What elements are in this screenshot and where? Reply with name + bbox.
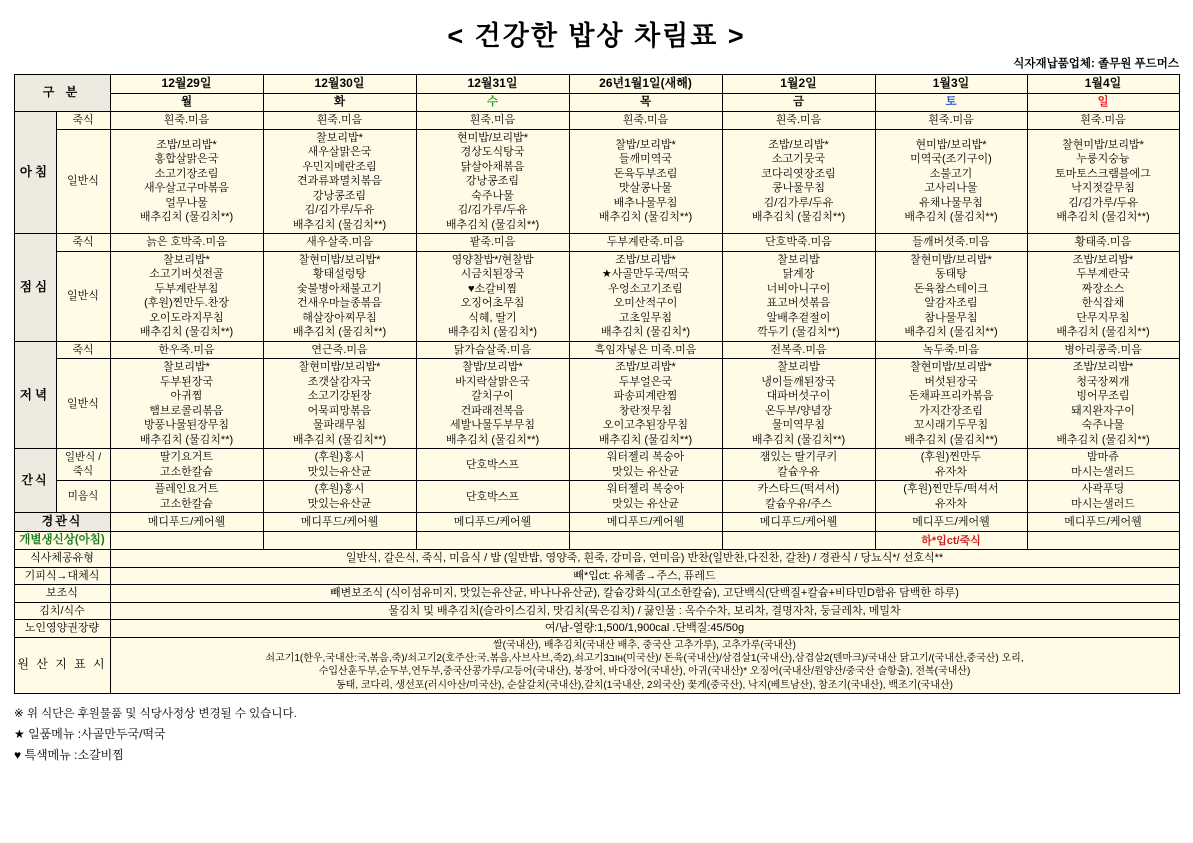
dinner-dishes-6 xyxy=(1027,359,1179,449)
date-4: 1월2일 xyxy=(722,75,875,94)
sub-label-regular-dinner: 일반식 xyxy=(56,359,110,449)
menu-item: 플레인요거트 xyxy=(154,483,219,496)
table-row-breakfast-porridge xyxy=(14,112,1179,130)
menu-item: 파송피계란찜 xyxy=(613,390,678,403)
note-label-0: 식사체공유형 xyxy=(14,550,110,568)
menu-item: 들깨미역국 xyxy=(618,153,673,166)
menu-item: 맛살콩나물 xyxy=(618,182,673,195)
lunch-porridge-6: 황태죽.미음 xyxy=(1027,234,1179,252)
breakfast-porridge-0: 흰죽.미음 xyxy=(110,112,263,130)
lunch-dishes-1 xyxy=(263,251,416,341)
dinner-porridge-4: 전복죽.미음 xyxy=(722,341,875,359)
date-0: 12월29일 xyxy=(110,75,263,94)
menu-item: 알배추겉절이 xyxy=(766,311,831,324)
supplier-label: 식자재납품업체: 졸무원 푸드머스 xyxy=(1013,58,1179,70)
menu-item: 배추김치 (물김치**) xyxy=(904,211,998,224)
menu-item: 시금치된장국 xyxy=(460,268,525,281)
dinner-dishes-3 xyxy=(569,359,722,449)
page-title: < 건강한 밥상 차림표 > xyxy=(447,21,746,51)
snack-liquid-5 xyxy=(875,481,1027,513)
menu-item: 숯불병아채불고기 xyxy=(296,282,382,295)
breakfast-dishes-3 xyxy=(569,129,722,234)
tube-5: 메디푸드/케어웰 xyxy=(875,513,1027,532)
origin-text xyxy=(110,637,1179,693)
snack-regular-6 xyxy=(1027,449,1179,481)
menu-item: (후원)찐만두 xyxy=(920,451,982,464)
table-row-tube-feed xyxy=(14,513,1179,532)
lunch-porridge-1: 새우살죽.미음 xyxy=(263,234,416,252)
snack-regular-3 xyxy=(569,449,722,481)
dinner-dishes-0 xyxy=(110,359,263,449)
menu-item: 배추김치 (물김치**) xyxy=(139,433,234,446)
dinner-dishes-1 xyxy=(263,359,416,449)
menu-item: 청국장찌개 xyxy=(1076,375,1130,388)
menu-item: 소고기장조림 xyxy=(154,167,219,180)
footer-note-2: ♥ 특색메뉴 :소갈비찜 xyxy=(14,747,124,762)
menu-item: 김/김가루/두유 xyxy=(763,196,834,209)
lunch-dishes-4 xyxy=(722,251,875,341)
menu-item: ★사골만두국/떡국 xyxy=(601,268,690,281)
menu-item: 단호박스프 xyxy=(465,490,520,503)
date-5: 1월3일 xyxy=(875,75,1027,94)
dinner-dishes-2 xyxy=(416,359,569,449)
menu-item: (후원)홍시 xyxy=(314,483,365,496)
menu-item: 칼슘우유 xyxy=(777,465,820,478)
date-3: 26년1월1일(새해) xyxy=(569,75,722,94)
menu-item: 버섯된장국 xyxy=(924,375,978,388)
dinner-porridge-6: 병아리콩죽.미음 xyxy=(1027,341,1179,359)
menu-item: 홍합살맑은국 xyxy=(154,153,219,166)
menu-item: 해살장아찌무침 xyxy=(302,311,377,324)
breakfast-dishes-1 xyxy=(263,129,416,234)
lunch-porridge-4: 단호박죽.미음 xyxy=(722,234,875,252)
menu-item: 돈육두부조림 xyxy=(613,167,678,180)
dinner-porridge-1: 연근죽.미음 xyxy=(263,341,416,359)
menu-item: 한식잡채 xyxy=(1081,297,1125,310)
menu-item: 워터젤리 복숭아 xyxy=(606,483,685,496)
snack-liquid-2 xyxy=(416,481,569,513)
menu-item: 배추김치 (물김치**) xyxy=(139,326,234,339)
dinner-porridge-5: 녹두죽.미음 xyxy=(875,341,1027,359)
menu-item: (후원)홍시 xyxy=(314,451,365,464)
breakfast-dishes-5 xyxy=(875,129,1027,234)
menu-item: 새우살고구마볶음 xyxy=(143,182,229,195)
menu-item: 현미밥/보리밥* xyxy=(456,131,529,144)
dinner-porridge-3: 흑임자넣은 미죽.미음 xyxy=(569,341,722,359)
sub-label-regular-breakfast: 일반식 xyxy=(56,129,110,234)
snack-liquid-4 xyxy=(722,481,875,513)
menu-page xyxy=(0,14,1193,843)
menu-item: 돈육참스테이크 xyxy=(913,282,989,295)
menu-item: 돈채파프리카볶음 xyxy=(908,390,994,403)
menu-item: 조밥/보리밥* xyxy=(615,253,676,266)
tube-3: 메디푸드/케어웰 xyxy=(569,513,722,532)
menu-item: 콩나물무침 xyxy=(771,182,826,195)
table-row-note-3 xyxy=(14,602,1179,620)
menu-item: 찰현미밥/보리밥* xyxy=(910,361,992,374)
lunch-dishes-2 xyxy=(416,251,569,341)
table-row-birthday xyxy=(14,532,1179,550)
menu-item: 배추김치 (물김치*) xyxy=(600,326,691,339)
menu-item: 배추김치 (물김치**) xyxy=(751,433,846,446)
menu-item: 조갯살감자국 xyxy=(307,375,372,388)
breakfast-dishes-4 xyxy=(722,129,875,234)
menu-item: 배추김치 (물김치**) xyxy=(292,218,387,231)
day-2: 수 xyxy=(416,93,569,111)
breakfast-porridge-2: 흰죽.미음 xyxy=(416,112,569,130)
dinner-dishes-4 xyxy=(722,359,875,449)
menu-item: 가지간장조림 xyxy=(919,404,983,417)
sub-label-porridge-lunch: 죽식 xyxy=(56,234,110,252)
snack-liquid-6 xyxy=(1027,481,1179,513)
menu-item: 배추김치 (물김치**) xyxy=(139,211,234,224)
menu-item: 오징어초무침 xyxy=(460,297,525,310)
menu-item: 짜장소스 xyxy=(1081,282,1125,295)
menu-item: 칼슘우유/주스 xyxy=(765,497,832,510)
lunch-dishes-6 xyxy=(1027,251,1179,341)
menu-item: 두부계란부침 xyxy=(154,282,219,295)
note-label-3: 김치/식수 xyxy=(14,602,110,620)
menu-item: 김/김가루/두유 xyxy=(304,204,375,217)
birthday-0 xyxy=(110,532,263,550)
snack-label: 간식 xyxy=(14,449,56,513)
menu-item: 닭계장 xyxy=(782,268,815,281)
menu-item: 쇠고기1(한우,국내산:국,볶음,죽)/쇠고기2(호주산:국,볶음,사브사브,죽2),쇠고기3ובн(미국산)/ 돈육(국내산)/삼겹살1(국내산),삼겹살2(덴마크)/국내산 닭고기/(국내산,중국산) 오리, xyxy=(265,653,1024,665)
menu-item: 빙어무조림 xyxy=(1076,390,1130,403)
menu-item: 너비아니구이 xyxy=(766,282,831,295)
dinner-porridge-0: 한우죽.미음 xyxy=(110,341,263,359)
menu-item: 찰보리밥 xyxy=(777,253,820,266)
tube-0: 메디푸드/케어웰 xyxy=(110,513,263,532)
lunch-porridge-3: 두부계란죽.미음 xyxy=(569,234,722,252)
menu-item: 찰현미밥/보리밥* xyxy=(298,361,381,374)
menu-item: 맛있는유산균 xyxy=(307,465,372,478)
header-label: 구 분 xyxy=(14,75,110,112)
menu-item: 조밥/보리밥* xyxy=(1072,253,1134,266)
snack-regular-1 xyxy=(263,449,416,481)
table-row-lunch-regular xyxy=(14,251,1179,341)
menu-item: 창란젓무침 xyxy=(618,404,673,417)
menu-item: 대파버섯구이 xyxy=(766,390,831,403)
day-1: 화 xyxy=(263,93,416,111)
snack-liquid-1 xyxy=(263,481,416,513)
menu-item: 찰보리밥* xyxy=(163,253,210,266)
menu-item: 방풍나물된장무침 xyxy=(143,419,229,432)
menu-item: 찰현미밥/보리밥* xyxy=(298,253,381,266)
note-label-1: 기피식→대체식 xyxy=(14,567,110,585)
menu-item: 고소한칼슘 xyxy=(159,497,214,510)
menu-item: 배추김치 (물김치**) xyxy=(904,326,998,339)
lunch-dishes-3 xyxy=(569,251,722,341)
menu-item: 경상도식탕국 xyxy=(460,146,525,159)
lunch-porridge-5: 들깨버섯죽.미음 xyxy=(875,234,1027,252)
menu-item: 배추김치 (물김치*) xyxy=(447,326,538,339)
menu-item: 마시는샐러드 xyxy=(1071,465,1135,478)
menu-item: 배추김치 (물김치**) xyxy=(1056,326,1150,339)
menu-item: 견과류꽈멸치볶음 xyxy=(296,175,382,188)
day-6: 일 xyxy=(1027,93,1179,111)
sub-label-porridge-dinner: 죽식 xyxy=(56,341,110,359)
menu-item: 숙주나물 xyxy=(471,189,514,202)
note-text-0: 일반식, 갈은식, 죽식, 미음식 / 밥 (일반밥, 영양죽, 흰죽, 강미음, 연미음) 반찬(일반찬,다진찬, 갈찬) / 경관식 / 당뇨식*/ 선호식** xyxy=(110,550,1179,568)
menu-item: 동태, 코다리, 생선포(러시아산/미국산), 순살갈치(국내산),갈치(1국내산, 2외국산) 꽃게(중국산), 낙지(베트남산), 참조기(국내산), 백조기(국내산) xyxy=(336,679,953,691)
menu-item: 배추김치 (물김치**) xyxy=(598,211,693,224)
menu-item: 온두부/양념장 xyxy=(765,404,832,417)
menu-item: 오이도라지무침 xyxy=(149,311,224,324)
date-6: 1월4일 xyxy=(1027,75,1179,94)
note-text-1: 빼*입ct: 유체좀→주스, 퓨레드 xyxy=(110,567,1179,585)
birthday-label: 개별생신상(아침) xyxy=(14,532,110,550)
menu-item: 수입산훈두부,순두부,연두부,중국산콩가루/고등어(국내산), 붕장어, 바다장어(국내산), 아귀(국내산)* 오징어(국내산/원양산/중국산 슬항출), 전복(국내산) xyxy=(318,666,971,678)
note-text-3: 물김치 및 배추김치(슬라이스김치, 맛김치(묵은김치) / 끓인물 : 옥수수차, 보리차, 결명자차, 둥글레차, 메밀차 xyxy=(110,602,1179,620)
menu-item: 조밥/보리밥* xyxy=(156,138,217,151)
menu-item: 조밥/보리밥* xyxy=(615,361,676,374)
note-text-2: 빼변보조식 (식이섬유미지, 맛있는유산균, 바나나유산균), 칼슘강화식(고소한칼슘), 고단백식(단백질+칼슘+비타민D함유 담백한 하루) xyxy=(110,585,1179,603)
tube-2: 메디푸드/케어웰 xyxy=(416,513,569,532)
menu-item: 누룽지숭늉 xyxy=(1076,153,1130,166)
breakfast-dishes-2 xyxy=(416,129,569,234)
menu-item: 찰밥/보리밥* xyxy=(462,361,523,374)
tube-6: 메디푸드/케어웰 xyxy=(1027,513,1179,532)
menu-item: 소고기뭇국 xyxy=(771,153,826,166)
menu-item: 황태설렁탕 xyxy=(312,268,367,281)
menu-item: 유자차 xyxy=(935,465,967,478)
menu-item: 새우살맑은국 xyxy=(307,146,372,159)
day-4: 금 xyxy=(722,93,875,111)
table-row-days xyxy=(14,93,1179,111)
menu-item: 숙주나물 xyxy=(1081,419,1125,432)
menu-item: 찰보리밥* xyxy=(163,361,210,374)
table-row-snack-liquid xyxy=(14,481,1179,513)
menu-item: 미역국(조기구이) xyxy=(910,153,992,166)
tube-label: 경관식 xyxy=(14,513,110,532)
menu-item: 김/김가루/두유 xyxy=(457,204,528,217)
table-row-lunch-porridge xyxy=(14,234,1179,252)
breakfast-porridge-4: 흰죽.미음 xyxy=(722,112,875,130)
menu-item: 강낭콩조림 xyxy=(312,189,367,202)
birthday-4 xyxy=(722,532,875,550)
note-label-2: 보조식 xyxy=(14,585,110,603)
lunch-dishes-5 xyxy=(875,251,1027,341)
note-text-4: 여/남-열량:1,500/1,900cal .단백질:45/50g xyxy=(110,620,1179,638)
menu-item: 얼무나물 xyxy=(165,196,208,209)
lunch-porridge-2: 팥죽.미음 xyxy=(416,234,569,252)
sub-label-regular-lunch: 일반식 xyxy=(56,251,110,341)
menu-item: 쌀(국내산), 배추김치(국내산 배추, 중국산 고추가루), 고추가루(국내산) xyxy=(492,639,797,651)
footer-note-0: ※ 위 식단은 후원물품 및 식당사정상 변경될 수 있습니다. xyxy=(14,707,297,720)
footer-notes xyxy=(14,704,1193,766)
dinner-dishes-5 xyxy=(875,359,1027,449)
menu-item: 오이고추된장무침 xyxy=(602,419,688,432)
menu-item: 배추김치 (물김치**) xyxy=(751,211,846,224)
menu-item: 배추김치 (물김치**) xyxy=(1056,211,1150,224)
snack-liquid-3 xyxy=(569,481,722,513)
menu-item: 건파래전복음 xyxy=(460,404,525,417)
menu-item: 식혜, 딸기 xyxy=(468,311,517,324)
menu-item: 소고기버섯전골 xyxy=(149,268,224,281)
table-row-note-0 xyxy=(14,550,1179,568)
menu-item: 맛있는유산균 xyxy=(307,497,372,510)
menu-item: 고소한칼슘 xyxy=(159,465,214,478)
menu-item: 바지락살맑은국 xyxy=(455,375,530,388)
table-row-dinner-porridge xyxy=(14,341,1179,359)
menu-item: 낙지젓갈무침 xyxy=(1071,182,1135,195)
date-1: 12월30일 xyxy=(263,75,416,94)
menu-item: 마시는샐러드 xyxy=(1071,497,1135,510)
birthday-1 xyxy=(263,532,416,550)
note-label-4: 노인영양권장량 xyxy=(14,620,110,638)
table-row-dates xyxy=(14,75,1179,94)
menu-item: 현미밥/보리밥* xyxy=(915,138,987,151)
snack-sub-0: 일반식 / 죽식 xyxy=(56,449,110,481)
menu-item: 어묵피망볶음 xyxy=(307,404,372,417)
menu-item: 강낭콩조림 xyxy=(465,175,520,188)
breakfast-porridge-1: 흰죽.미음 xyxy=(263,112,416,130)
menu-item: 소불고기 xyxy=(929,167,973,180)
breakfast-porridge-6: 흰죽.미음 xyxy=(1027,112,1179,130)
menu-item: 두부계란국 xyxy=(1076,268,1130,281)
menu-item: 배추김치 (물김치**) xyxy=(904,433,998,446)
day-0: 월 xyxy=(110,93,263,111)
date-2: 12월31일 xyxy=(416,75,569,94)
menu-item: 알감자조림 xyxy=(924,297,978,310)
dinner-porridge-2: 닭가슴살죽.미음 xyxy=(416,341,569,359)
table-row-breakfast-regular xyxy=(14,129,1179,234)
meal-label-dinner: 저녁 xyxy=(14,341,56,449)
menu-item: 물파래무침 xyxy=(312,419,367,432)
snack-liquid-0 xyxy=(110,481,263,513)
menu-item: 맛있는 유산균 xyxy=(612,497,679,510)
tube-1: 메디푸드/케어웰 xyxy=(263,513,416,532)
menu-item: 영양찰밥*/현찰밥 xyxy=(451,253,534,266)
menu-item: 우민지메란조림 xyxy=(302,160,377,173)
menu-item: 우엉소고기조림 xyxy=(608,282,683,295)
menu-item: 김/김가루/두유 xyxy=(1068,196,1138,209)
birthday-2 xyxy=(416,532,569,550)
menu-item: 밤마쥬 xyxy=(1087,451,1119,464)
origin-label: 원 산 지 표 시 xyxy=(14,637,110,693)
table-row-origin xyxy=(14,637,1179,693)
menu-item: 배추김치 (물김치**) xyxy=(445,218,540,231)
menu-item: 잼있는 딸기쿠키 xyxy=(759,451,838,464)
menu-item: 카스타드(떡셔서) xyxy=(757,483,840,496)
menu-item: 동태탕 xyxy=(935,268,967,281)
menu-item: (후원)찐만두/떡셔서 xyxy=(903,483,999,496)
menu-item: ♥소갈비찜 xyxy=(467,282,518,295)
menu-item: 유채나물무침 xyxy=(919,196,983,209)
menu-item: 닭살아채볶음 xyxy=(460,160,525,173)
snack-sub-1: 미음식 xyxy=(56,481,110,513)
snack-regular-5 xyxy=(875,449,1027,481)
breakfast-porridge-3: 흰죽.미음 xyxy=(569,112,722,130)
menu-item: 건새우마늘종볶음 xyxy=(296,297,382,310)
menu-item: 딸기요거트 xyxy=(159,451,214,464)
menu-table xyxy=(14,74,1180,694)
menu-item: 워터젤리 복숭아 xyxy=(606,451,685,464)
menu-item: 참나물무침 xyxy=(924,311,978,324)
day-5: 토 xyxy=(875,93,1027,111)
birthday-3 xyxy=(569,532,722,550)
menu-item: 유자차 xyxy=(935,497,967,510)
sub-label-porridge-breakfast: 죽식 xyxy=(56,112,110,130)
menu-item: 물미역무침 xyxy=(771,419,826,432)
snack-regular-0 xyxy=(110,449,263,481)
menu-item: 찰보리밥* xyxy=(316,131,363,144)
table-row-note-1 xyxy=(14,567,1179,585)
menu-item: 찰현미밥/보리밥* xyxy=(1062,138,1144,151)
menu-item: 오미산적구이 xyxy=(613,297,678,310)
breakfast-dishes-6 xyxy=(1027,129,1179,234)
menu-item: 세발나물두부무침 xyxy=(449,419,535,432)
tube-4: 메디푸드/케어웰 xyxy=(722,513,875,532)
day-3: 목 xyxy=(569,93,722,111)
menu-item: (후원)찐만두.찬장 xyxy=(144,297,229,310)
table-row-note-2 xyxy=(14,585,1179,603)
table-row-note-4 xyxy=(14,620,1179,638)
menu-item: 찰보리밥 xyxy=(777,361,820,374)
table-row-snack-regular xyxy=(14,449,1179,481)
lunch-porridge-0: 늙은 호박죽.미음 xyxy=(110,234,263,252)
menu-item: 냉이들깨된장국 xyxy=(761,375,836,388)
snack-regular-2 xyxy=(416,449,569,481)
menu-item: 꼬시래기두무침 xyxy=(913,419,989,432)
menu-item: 배추김치 (물김치**) xyxy=(1056,433,1150,446)
menu-item: 조밥/보리밥* xyxy=(1072,361,1134,374)
menu-item: 갈치구이 xyxy=(471,390,514,403)
menu-item: 단호박스프 xyxy=(465,458,520,471)
menu-item: 코다리엿장조림 xyxy=(761,167,836,180)
menu-item: 단무지무침 xyxy=(1076,311,1130,324)
menu-item: 두부얼은국 xyxy=(618,375,673,388)
menu-item: 배추김치 (물김치**) xyxy=(292,326,387,339)
meal-label-lunch: 점심 xyxy=(14,234,56,342)
meal-label-breakfast: 아침 xyxy=(14,112,56,234)
menu-item: 찰현미밥/보리밥* xyxy=(910,253,992,266)
menu-item: 두부된장국 xyxy=(159,375,214,388)
birthday-6 xyxy=(1027,532,1179,550)
snack-regular-4 xyxy=(722,449,875,481)
menu-item: 배추김치 (물김치**) xyxy=(598,433,693,446)
menu-item: 고초잎무침 xyxy=(618,311,673,324)
menu-item: 아귀찜 xyxy=(170,390,203,403)
menu-item: 소고기강된장 xyxy=(307,390,372,403)
menu-item: 햄브로콜리볶음 xyxy=(149,404,224,417)
menu-item: 토마토스크램블에그 xyxy=(1055,167,1151,180)
menu-item: 배추김치 (물김치**) xyxy=(292,433,387,446)
menu-item: 조밥/보리밥* xyxy=(768,138,829,151)
breakfast-dishes-0 xyxy=(110,129,263,234)
birthday-5: 하*입ct/죽식 xyxy=(875,532,1027,550)
footer-note-1: ★ 일품메뉴 :사골만두국/떡국 xyxy=(14,726,166,741)
menu-item: 배추나물무침 xyxy=(613,196,678,209)
menu-item: 사곽푸딩 xyxy=(1081,483,1125,496)
table-row-dinner-regular xyxy=(14,359,1179,449)
breakfast-porridge-5: 흰죽.미음 xyxy=(875,112,1027,130)
menu-item: 돼지완자구이 xyxy=(1071,404,1135,417)
menu-item: 찰밥/보리밥* xyxy=(615,138,676,151)
menu-item: 맛있는 유산균 xyxy=(612,465,679,478)
menu-item: 고사리나물 xyxy=(924,182,978,195)
lunch-dishes-0 xyxy=(110,251,263,341)
menu-item: 배추김치 (물김치**) xyxy=(445,433,540,446)
menu-item: 표고버섯볶음 xyxy=(766,297,831,310)
menu-item: 깍두기 (물김치**) xyxy=(757,326,840,339)
